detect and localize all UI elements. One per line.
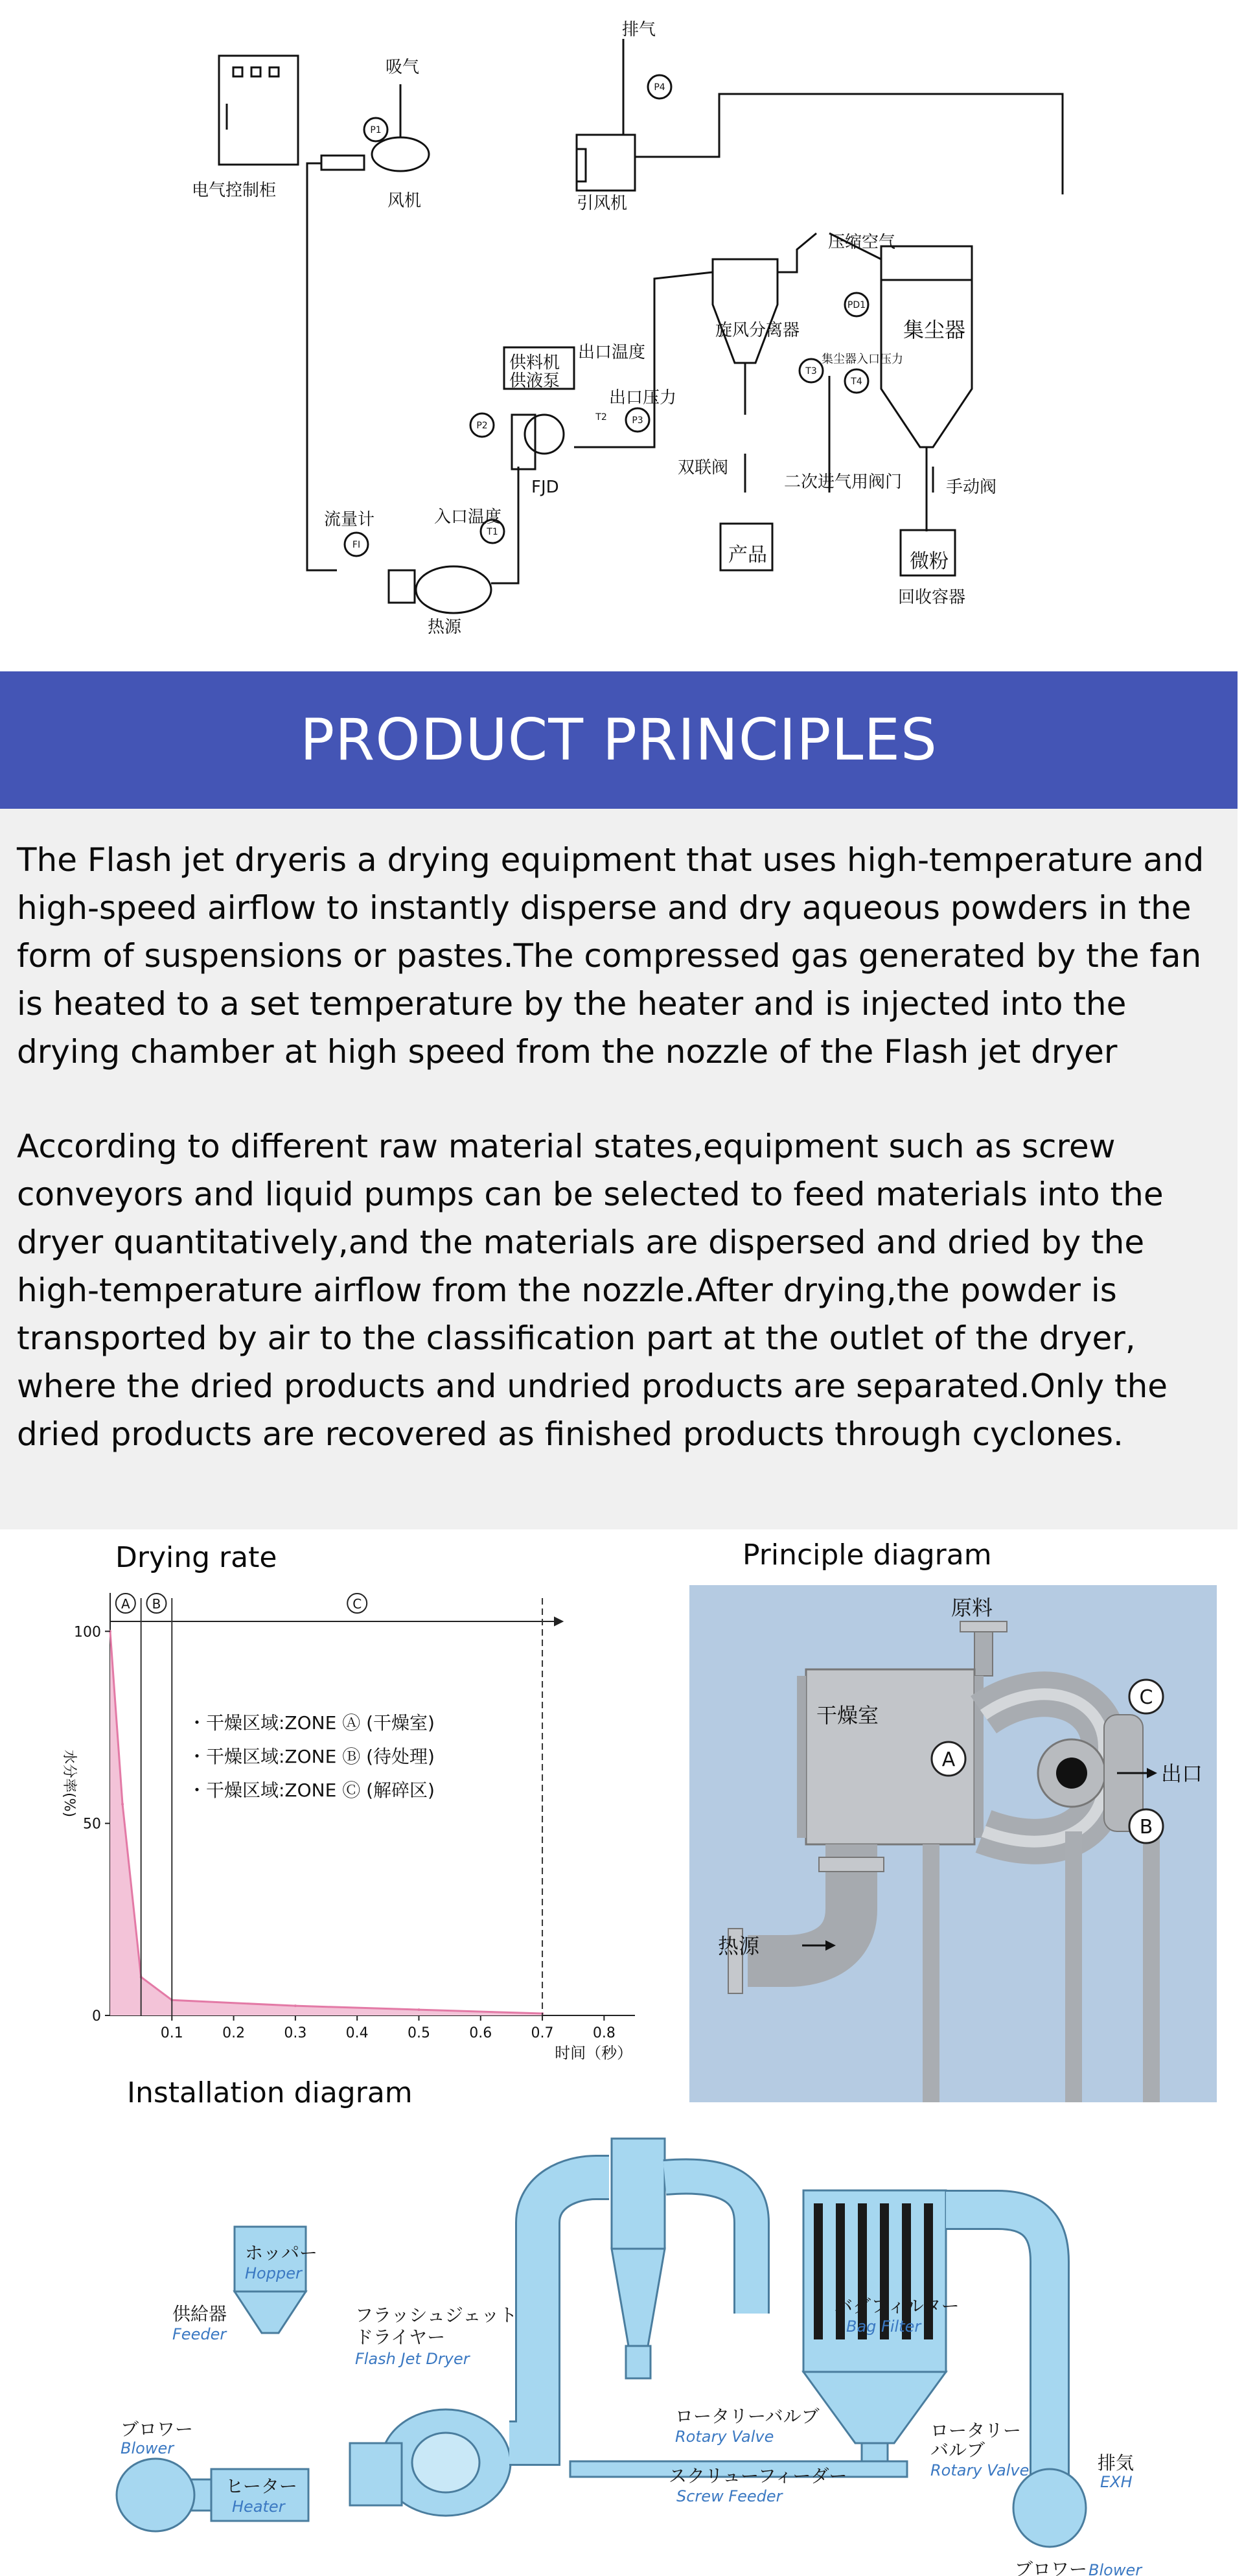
label-heat-source: 热源	[428, 618, 462, 637]
label-flowmeter: 流量计	[324, 510, 375, 529]
zone-label: C	[352, 1596, 362, 1612]
zone-label: A	[121, 1596, 130, 1612]
banner-title: PRODUCT PRINCIPLES	[300, 706, 938, 773]
zone-label: B	[152, 1596, 161, 1612]
gauge-fi: FI	[352, 540, 361, 550]
label-dust-collector: 集尘器	[903, 318, 966, 342]
drying-rate-chart	[0, 1575, 674, 2074]
dryer-jp-2: ドライヤー	[355, 2327, 446, 2348]
x-tick-label: 0.8	[592, 2025, 616, 2041]
label-fan: 风机	[387, 191, 422, 211]
label-control-cabinet: 电气控制柜	[192, 181, 277, 200]
exhaust-en: EXH	[1100, 2473, 1133, 2491]
legend-entry: ・干燥区域:ZONE Ⓐ (干燥室)	[188, 1712, 435, 1734]
principle-diagram	[689, 1585, 1217, 2102]
blower-2-en: Blower	[1088, 2561, 1142, 2576]
x-tick-label: 0.5	[407, 2025, 430, 2041]
label-feeder-1: 供料机	[509, 353, 560, 373]
label-recovery-container: 回收容器	[898, 588, 966, 607]
blower-2-jp: ブロワー	[1015, 2559, 1088, 2576]
label-raw-material: 原料	[951, 1595, 993, 1620]
principle-diagram-title: Principle diagram	[743, 1538, 992, 1572]
label-compressed-air: 压缩空气	[828, 233, 896, 252]
principles-paragraph-1: The Flash jet dryeris a drying equipment that uses high-temperature and high-speed airflow to instantly disperse and dry aqueous powders in the form of suspensions or pastes.The compressed gas generated by the fan is heated to a set temperature by the heater and is injected into the drying chamber at high speed from the nozzle of the Flash jet dryer	[17, 841, 1204, 1071]
x-tick-label: 0.1	[160, 2025, 183, 2041]
label-outlet: 出口	[1161, 1761, 1203, 1786]
y-tick-label: 100	[74, 1624, 101, 1641]
heater-en: Heater	[232, 2498, 285, 2516]
drying-curve-point	[417, 2008, 420, 2011]
drying-rate-title: Drying rate	[115, 1541, 277, 1574]
gauge-t4: T4	[851, 377, 862, 387]
principles-text-panel	[0, 809, 1238, 1529]
blower-right	[1013, 2469, 1086, 2547]
drying-curve-point	[294, 2004, 297, 2007]
x-tick-label: 0.2	[222, 2025, 246, 2041]
zone-b-label: B	[1139, 1816, 1153, 1839]
hopper-en: Hopper	[245, 2264, 302, 2282]
dryer-jp-1: フラッシュジェット	[355, 2304, 518, 2326]
blower-left	[117, 2459, 194, 2531]
gauge-t1: T1	[487, 527, 498, 537]
x-tick-label: 0.4	[345, 2025, 369, 2041]
legend-entry: ・干燥区域:ZONE Ⓑ (待处理)	[188, 1746, 435, 1767]
heater-jp: ヒーター	[225, 2476, 297, 2497]
gauge-t3: T3	[805, 366, 817, 377]
rotary-valve-2-en: Rotary Valve	[930, 2461, 1030, 2479]
rotary-valve-2-jp-2: バルブ	[930, 2439, 985, 2461]
product-principles-banner	[0, 671, 1238, 809]
label-heat-source-principle: 热源	[718, 1934, 760, 1958]
drying-curve-area	[110, 1631, 542, 2015]
label-outlet-temp: 出口温度	[578, 343, 646, 362]
y-tick-label: 0	[92, 2008, 101, 2025]
y-tick-label: 50	[83, 1816, 101, 1833]
gauge-p3: P3	[632, 415, 643, 426]
blower-en: Blower	[121, 2439, 174, 2457]
drying-curve-point	[121, 1803, 124, 1805]
x-axis-label: 时间（秒）	[555, 2044, 633, 2062]
x-tick-label: 0.3	[284, 2025, 307, 2041]
blower-jp: ブロワー	[121, 2419, 194, 2440]
feeder-en: Feeder	[172, 2325, 227, 2343]
gauge-t2: T2	[595, 412, 607, 423]
label-exhaust: 排气	[622, 20, 656, 40]
rotary-valve-2-jp-1: ロータリー	[930, 2420, 1022, 2441]
legend-entry: ・干燥区域:ZONE Ⓒ (解碎区)	[188, 1780, 435, 1801]
screw-feeder-jp: スクリューフィーダー	[669, 2465, 847, 2487]
label-intake: 吸气	[386, 58, 420, 77]
gauge-p4: P4	[654, 82, 665, 93]
gauge-pd1: PD1	[847, 300, 866, 310]
label-fjd: FJD	[531, 478, 559, 497]
feeder-jp: 供給器	[172, 2303, 227, 2325]
label-outlet-pressure: 出口压力	[609, 388, 677, 408]
process-flow-diagram	[0, 0, 1244, 671]
installation-diagram	[0, 2119, 1244, 2576]
zone-c-label: C	[1139, 1686, 1153, 1709]
rotary-valve-en: Rotary Valve	[675, 2428, 774, 2446]
label-feeder-2: 供液泵	[509, 371, 560, 391]
cyclone	[612, 2139, 665, 2249]
label-fine-powder: 微粉	[910, 550, 949, 573]
dryer-en: Flash Jet Dryer	[355, 2350, 470, 2368]
label-cyclone: 旋风分离器	[715, 321, 800, 340]
y-axis-label: 水分率(%)	[61, 1750, 77, 1818]
bag-filter-en: Bag Filter	[846, 2317, 921, 2336]
bag-filter-jp: バグフィルター	[835, 2295, 960, 2317]
drying-curve-line	[110, 1631, 542, 2013]
label-induced-fan: 引风机	[577, 194, 628, 213]
rotary-valve-jp: ロータリーバルブ	[675, 2406, 820, 2427]
exhaust-jp: 排気	[1098, 2452, 1135, 2474]
x-tick-label: 0.6	[469, 2025, 492, 2041]
label-collector-inlet-pressure: 集尘器入口压力	[822, 353, 903, 366]
label-product: 产品	[728, 544, 767, 566]
gauge-p2: P2	[476, 421, 488, 431]
label-drying-chamber: 干燥室	[816, 1703, 879, 1728]
principles-paragraph-2: According to different raw material states,equipment such as screw conveyors and liquid pumps can be selected to feed materials into the dryer quantitatively,and the materials are dispersed and dried by the high-temperature airflow from the nozzle.After drying,the powder is transported by air to the classification part at the outlet of the dryer, where the dried products and undried products are separated.Only the dried products are recovered as finished products through cyclones.	[17, 1128, 1168, 1453]
label-secondary-valve: 二次进气用阀门	[784, 472, 903, 492]
label-manual-valve: 手动阀	[946, 478, 997, 497]
zone-a-label: A	[941, 1748, 956, 1771]
x-tick-label: 0.7	[531, 2025, 554, 2041]
label-inlet-temp: 入口温度	[434, 507, 502, 527]
gauge-p1: P1	[370, 125, 382, 135]
hopper-jp: ホッパー	[245, 2242, 318, 2264]
screw-feeder-en: Screw Feeder	[676, 2487, 783, 2505]
label-double-valve: 双联阀	[678, 458, 729, 478]
installation-diagram-title: Installation diagram	[127, 2076, 413, 2109]
